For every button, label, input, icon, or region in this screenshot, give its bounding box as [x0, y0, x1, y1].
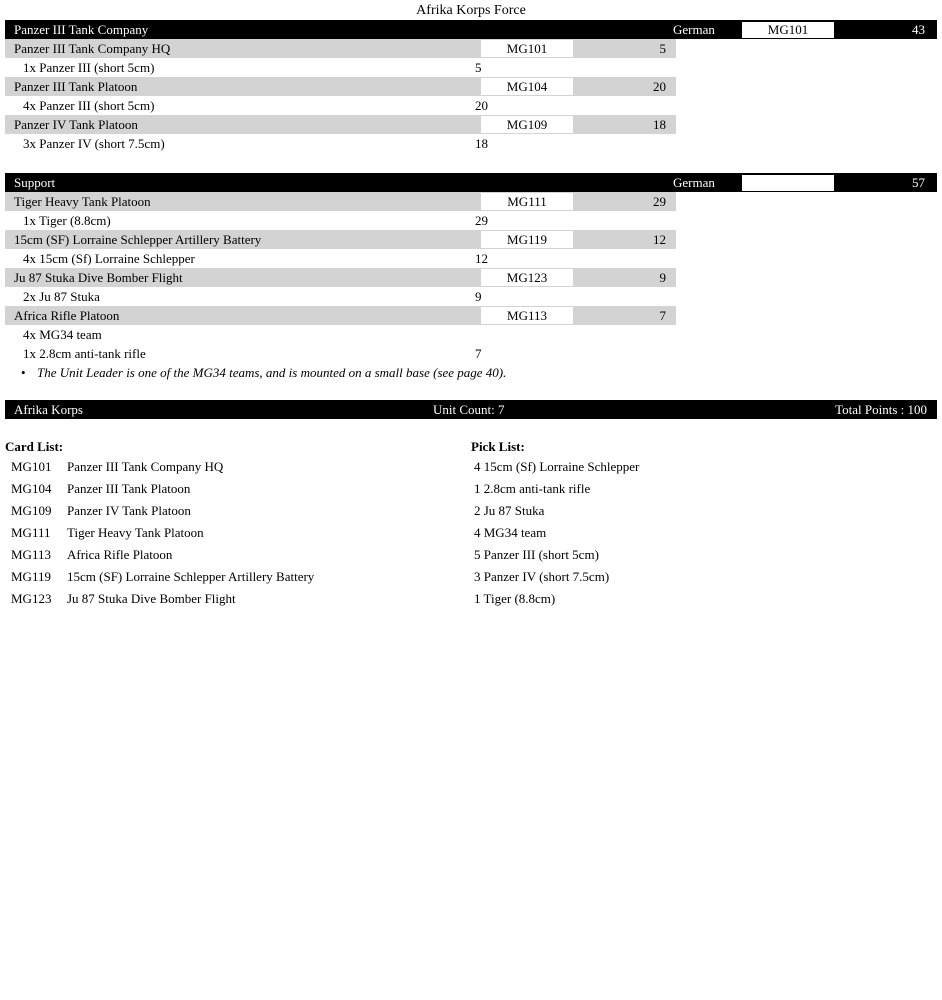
card-list-item — [11, 478, 314, 500]
unit-points: 29 — [653, 194, 666, 209]
card-code: MG119 — [11, 569, 51, 584]
card-list-item — [11, 588, 314, 610]
card-name: Tiger Heavy Tank Platoon — [67, 525, 204, 540]
section-nation: German — [673, 175, 715, 190]
army-name: Afrika Korps — [14, 402, 83, 417]
unit-code: MG111 — [481, 193, 573, 210]
component-row — [5, 211, 937, 230]
unit-points: 12 — [653, 232, 666, 247]
card-code: MG109 — [11, 503, 52, 518]
unit-row — [5, 115, 676, 134]
card-name: Africa Rifle Platoon — [67, 547, 173, 562]
component-name: 1x Panzer III (short 5cm) — [23, 60, 155, 75]
card-list-item — [11, 456, 314, 478]
card-code: MG123 — [11, 591, 52, 606]
card-list-item — [11, 566, 314, 588]
note-text: The Unit Leader is one of the MG34 teams, and is mounted on a small base (see page 40). — [37, 365, 507, 380]
card-name: 15cm (SF) Lorraine Schlepper Artillery Battery — [67, 569, 315, 584]
unit-points: 18 — [653, 117, 666, 132]
unit-name: Tiger Heavy Tank Platoon — [14, 194, 151, 209]
card-code: MG104 — [11, 481, 52, 496]
section-support — [5, 173, 937, 382]
unit-row — [5, 230, 676, 249]
pick-list-item: 1 2.8cm anti-tank rifle — [474, 481, 591, 496]
component-row — [5, 287, 937, 306]
summary-bar — [5, 400, 937, 419]
unit-points: 5 — [659, 41, 666, 56]
unit-name: Panzer III Tank Company HQ — [14, 41, 171, 56]
pick-list — [474, 456, 639, 610]
component-points: 29 — [475, 213, 488, 228]
unit-code: MG109 — [481, 116, 573, 133]
component-points: 18 — [475, 136, 488, 151]
unit-points: 7 — [659, 308, 666, 323]
component-points: 7 — [475, 346, 482, 361]
unit-points: 9 — [659, 270, 666, 285]
pick-list-item: 1 Tiger (8.8cm) — [474, 591, 556, 606]
unit-row — [5, 306, 676, 325]
unit-row — [5, 268, 676, 287]
component-points: 9 — [475, 289, 482, 304]
unit-row — [5, 77, 676, 96]
section-header — [5, 20, 937, 39]
unit-count: Unit Count: 7 — [433, 402, 505, 417]
component-name: 4x MG34 team — [23, 327, 102, 342]
component-row — [5, 58, 937, 77]
pick-list-item: 4 15cm (Sf) Lorraine Schlepper — [474, 459, 640, 474]
pick-list-item: 4 MG34 team — [474, 525, 547, 540]
unit-name: Ju 87 Stuka Dive Bomber Flight — [14, 270, 183, 285]
component-row — [5, 249, 937, 268]
bullet-icon: • — [21, 365, 26, 380]
component-name: 1x 2.8cm anti-tank rifle — [23, 346, 146, 361]
card-name: Panzer III Tank Platoon — [67, 481, 191, 496]
section-name: Support — [14, 175, 56, 190]
unit-row — [5, 39, 676, 58]
card-code: MG111 — [11, 525, 51, 540]
card-list-item — [11, 500, 314, 522]
component-name: 4x Panzer III (short 5cm) — [23, 98, 155, 113]
component-name: 2x Ju 87 Stuka — [23, 289, 100, 304]
section-name: Panzer III Tank Company — [14, 22, 149, 37]
section-code — [742, 175, 834, 191]
section-code: MG101 — [742, 22, 834, 38]
component-row — [5, 344, 937, 363]
component-name: 4x 15cm (Sf) Lorraine Schlepper — [23, 251, 195, 266]
section-header — [5, 173, 937, 192]
card-list-item — [11, 544, 314, 566]
section-panzer-iii-company — [5, 20, 937, 153]
card-code: MG113 — [11, 547, 51, 562]
pick-list-item: 3 Panzer IV (short 7.5cm) — [474, 569, 610, 584]
section-points: 43 — [912, 22, 925, 37]
pick-list-item: 5 Panzer III (short 5cm) — [474, 547, 599, 562]
unit-row — [5, 192, 676, 211]
unit-name: Africa Rifle Platoon — [14, 308, 120, 323]
component-points: 12 — [475, 251, 488, 266]
component-row — [5, 96, 937, 115]
card-list-item — [11, 522, 314, 544]
unit-code: MG101 — [481, 40, 573, 57]
total-points: Total Points : 100 — [835, 402, 927, 417]
pick-list-item: 2 Ju 87 Stuka — [474, 503, 545, 518]
component-name: 1x Tiger (8.8cm) — [23, 213, 111, 228]
component-points: 5 — [475, 60, 482, 75]
section-points: 57 — [912, 175, 925, 190]
unit-name: Panzer IV Tank Platoon — [14, 117, 138, 132]
card-code: MG101 — [11, 459, 52, 474]
card-name: Ju 87 Stuka Dive Bomber Flight — [67, 591, 236, 606]
component-name: 3x Panzer IV (short 7.5cm) — [23, 136, 165, 151]
component-row — [5, 134, 937, 153]
page-title: Afrika Korps Force — [416, 3, 526, 18]
unit-code: MG123 — [481, 269, 573, 286]
card-name: Panzer III Tank Company HQ — [67, 459, 224, 474]
unit-note — [5, 363, 937, 382]
unit-points: 20 — [653, 79, 666, 94]
unit-code: MG113 — [481, 307, 573, 324]
unit-name: Panzer III Tank Platoon — [14, 79, 138, 94]
card-list — [11, 456, 314, 610]
unit-code: MG119 — [481, 231, 573, 248]
component-row — [5, 325, 937, 344]
card-name: Panzer IV Tank Platoon — [67, 503, 191, 518]
component-points: 20 — [475, 98, 488, 113]
unit-code: MG104 — [481, 78, 573, 95]
unit-name: 15cm (SF) Lorraine Schlepper Artillery Battery — [14, 232, 262, 247]
pick-list-title: Pick List: — [471, 439, 525, 454]
section-nation: German — [673, 22, 715, 37]
card-list-title: Card List: — [5, 439, 64, 454]
